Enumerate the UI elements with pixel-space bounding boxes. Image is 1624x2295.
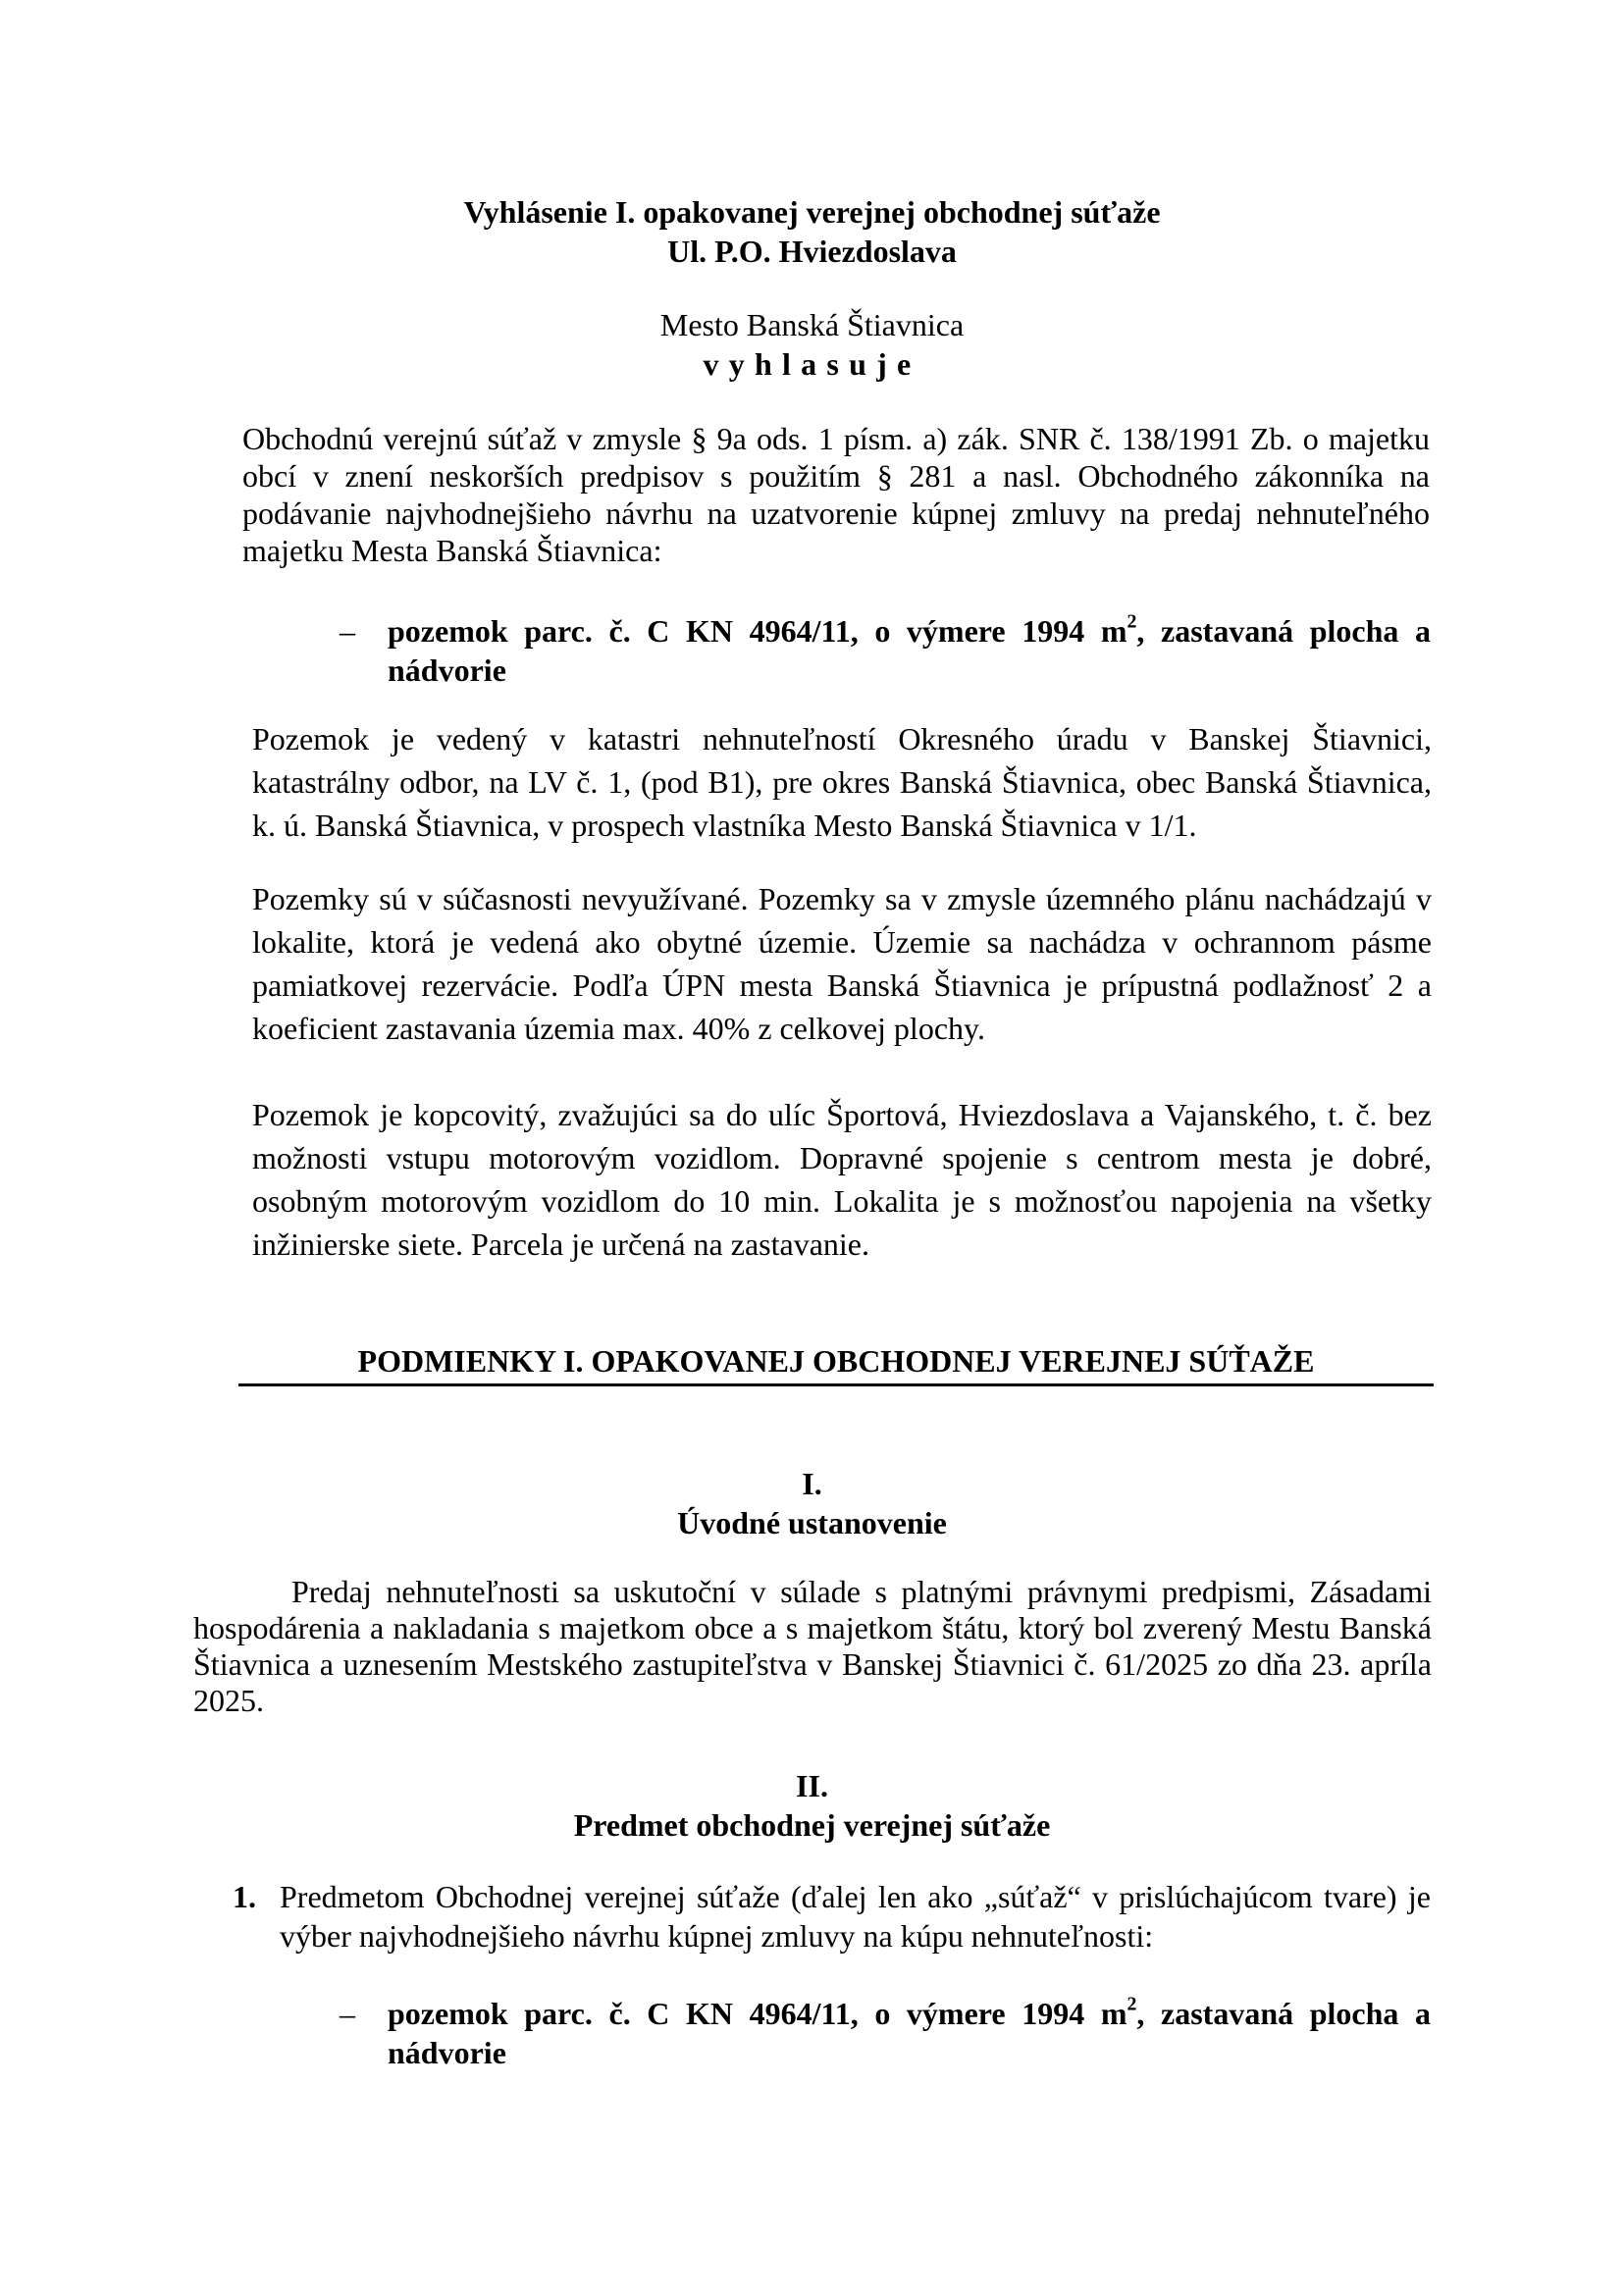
point-text: Predmetom Obchodnej verejnej súťaže (ďalej len ako „súťaž“ v prislúchajúcom tvare) je výber najvhodnejšieho návrhu kúpnej zmluvy na kúpu nehnuteľnosti: <box>280 1879 1431 1954</box>
parcel-item-text: pozemok parc. č. C KN 4964/11, o výmere 1994 $m^2$, zastavaná plocha a nádvorie <box>388 1993 1432 2070</box>
conditions-heading: PODMIENKY I. OPAKOVANEJ OBCHODNEJ VEREJNEJ SÚŤAŽE <box>357 1343 1315 1379</box>
section-2-heading <box>0 1766 1624 1845</box>
dash-marker: – <box>340 613 355 649</box>
section-1-numeral: I. <box>802 1466 822 1501</box>
section-2-numeral: II. <box>796 1768 828 1803</box>
terrain-paragraph: Pozemok je kopcovitý, zvažujúci sa do ulíc Športová, Hviezdoslava a Vajanského, t. č. bez možnosti vstupu motorovým vozidlom. Dopravné spojenie s centrom mesta je dobré, osobným motorovým vozidlom do 10 min. Lokalita je s možnosťou napojenia na všetky inžinierske siete. Parcela je určená na zastavanie. <box>252 1097 1432 1262</box>
heading-underline <box>238 1383 1434 1386</box>
issuer-block <box>0 305 1624 384</box>
point-number: 1. <box>233 1879 256 1914</box>
zoning-paragraph: Pozemky sú v súčasnosti nevyužívané. Pozemky sa v zmysle územného plánu nachádzajú v lokalite, ktorá je vedená ako obytné územie. Územie sa nachádza v ochrannom pásme pamiatkovej rezervácie. Podľa ÚPN mesta Banská Štiavnica je prípustná podlažnosť 2 a koeficient zastavania územia max. 40% z celkovej plochy. <box>252 881 1432 1046</box>
section-1-title: Úvodné ustanovenie <box>677 1505 947 1540</box>
parcel-item-text: pozemok parc. č. C KN 4964/11, o výmere 1994 $m^2$, zastavaná plocha a nádvorie <box>388 610 1432 688</box>
section-1-paragraph: Predaj nehnuteľnosti sa uskutoční v súlade s platnými právnymi predpismi, Zásadami hospodárenia a nakladania s majetkom obce a s majetkom štátu, ktorý bol zverený Mestu Banská Štiavnica a uznesením Mestského zastupiteľstva v Banskej Štiavnici č. 61/2025 zo dňa 23. apríla 2025. <box>193 1574 1432 1718</box>
section-1-heading <box>0 1464 1624 1542</box>
announces-label: vyhlasuje <box>703 346 921 382</box>
title-line-1: Vyhlásenie I. opakovanej verejnej obchodnej súťaže <box>463 194 1161 230</box>
parcel-registry-paragraph: Pozemok je vedený v katastri nehnuteľností Okresného úradu v Banskej Štiavnici, katastrálny odbor, na LV č. 1, (pod B1), pre okres Banská Štiavnica, obec Banská Štiavnica, k. ú. Banská Štiavnica, v prospech vlastníka Mesto Banská Štiavnica v 1/1. <box>252 721 1432 843</box>
title-line-2: Ul. P.O. Hviezdoslava <box>667 234 957 269</box>
issuer-name: Mesto Banská Štiavnica <box>659 307 965 342</box>
section-2-title: Predmet obchodnej verejnej súťaže <box>573 1807 1051 1843</box>
dash-marker: – <box>340 1996 355 2031</box>
document-title <box>0 192 1624 271</box>
intro-paragraph: Obchodnú verejnú súťaž v zmysle § 9a ods. 1 písm. a) zák. SNR č. 138/1991 Zb. o majetku obcí v znení neskorších predpisov s použitím § 281 a nasl. Obchodného zákonníka na podávanie najvhodnejšieho návrhu na uzatvorenie kúpnej zmluvy na predaj nehnuteľného majetku Mesta Banská Štiavnica: <box>242 421 1430 568</box>
